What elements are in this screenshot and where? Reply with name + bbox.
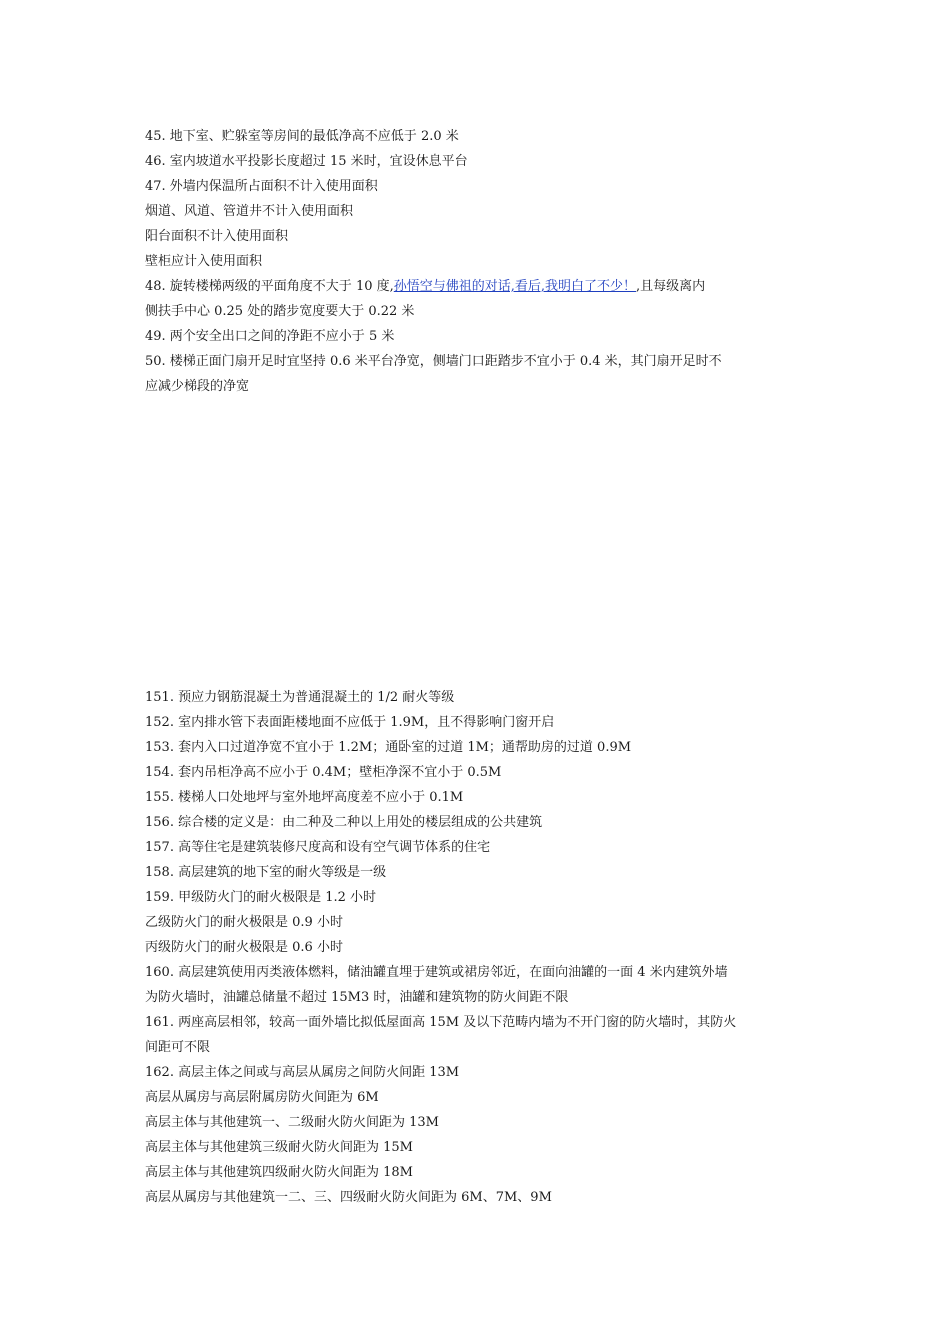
text-line-162-f: 高层从属房与其他建筑一二、三、四级耐火防火间距为 6M、7M、9M: [145, 1190, 552, 1205]
text-line-151: 151. 预应力钢筋混凝土为普通混凝土的 1/2 耐火等级: [145, 690, 455, 705]
text-line-156: 156. 综合楼的定义是：由二种及二种以上用处的楼层组成的公共建筑: [145, 815, 543, 830]
text-line-162-e: 高层主体与其他建筑四级耐火防火间距为 18M: [145, 1165, 413, 1180]
text-line-153: 153. 套内入口过道净宽不宜小于 1.2M；通卧室的过道 1M；通帮助房的过道 0.9M: [145, 740, 632, 755]
section-a: [145, 124, 810, 399]
text-line-47-d: 壁柜应计入使用面积: [145, 254, 263, 269]
text-line-47-c: 阳台面积不计入使用面积: [145, 229, 289, 244]
text-line-159-c: 丙级防火门的耐火极限是 0.6 小时: [145, 940, 343, 955]
text-line-154: 154. 套内吊柜净高不应小于 0.4M；壁柜净深不宜小于 0.5M: [145, 765, 502, 780]
text-line-45: 45. 地下室、贮躲室等房间的最低净高不应低于 2.0 米: [145, 129, 459, 144]
text-line-47: 47. 外墙内保温所占面积不计入使用面积: [145, 179, 378, 194]
text-line-49: 49. 两个安全出口之间的净距不应小于 5 米: [145, 329, 395, 344]
text-line-160: 160. 高层建筑使用丙类液体燃料，储油罐直埋于建筑或裙房邻近，在面向油罐的一面 4 米内建筑外墙: [145, 965, 728, 980]
text-line-48-cont: 侧扶手中心 0.25 处的踏步宽度要大于 0.22 米: [145, 304, 415, 319]
text-line-162: 162. 高层主体之间或与高层从属房之间防火间距 13M: [145, 1065, 460, 1080]
text-line-50-cont: 应减少梯段的净宽: [145, 379, 250, 394]
text-line-47-b: 烟道、风道、管道井不计入使用面积: [145, 204, 354, 219]
text-line-48-start: 48. 旋转楼梯两级的平面角度不大于 10 度,: [145, 279, 394, 294]
text-line-159-b: 乙级防火门的耐火极限是 0.9 小时: [145, 915, 343, 930]
text-line-162-d: 高层主体与其他建筑三级耐火防火间距为 15M: [145, 1140, 413, 1155]
text-line-48: [145, 274, 810, 299]
text-line-155: 155. 楼梯人口处地坪与室外地坪高度差不应小于 0.1M: [145, 790, 464, 805]
text-line-160-cont: 为防火墙时，油罐总储量不超过 15M3 时，油罐和建筑物的防火间距不限: [145, 990, 569, 1005]
text-line-50: 50. 楼梯正面门扇开足时宜坚持 0.6 米平台净宽，侧墙门口距踏步不宜小于 0.4 米，其门扇开足时不: [145, 354, 722, 369]
text-line-158: 158. 高层建筑的地下室的耐火等级是一级: [145, 865, 387, 880]
section-b: [145, 685, 810, 1210]
text-line-162-c: 高层主体与其他建筑一、二级耐火防火间距为 13M: [145, 1115, 439, 1130]
text-line-162-b: 高层从属房与高层附属房防火间距为 6M: [145, 1090, 379, 1105]
text-line-157: 157. 高等住宅是建筑装修尺度高和设有空气调节体系的住宅: [145, 840, 491, 855]
text-line-161-cont: 间距可不限: [145, 1040, 211, 1055]
article-link[interactable]: 孙悟空与佛祖的对话,看后,我明白了不少！: [393, 279, 637, 294]
text-line-46: 46. 室内坡道水平投影长度超过 15 米时，宜设休息平台: [145, 154, 468, 169]
text-line-48-end: ,且每级离内: [636, 279, 706, 294]
text-line-152: 152. 室内排水管下表面距楼地面不应低于 1.9M，且不得影响门窗开启: [145, 715, 555, 730]
text-line-159: 159. 甲级防火门的耐火极限是 1.2 小时: [145, 890, 377, 905]
text-line-161: 161. 两座高层相邻，较高一面外墙比拟低屋面高 15M 及以下范畴内墙为不开门窗的防火墙时，其防火: [145, 1015, 737, 1030]
